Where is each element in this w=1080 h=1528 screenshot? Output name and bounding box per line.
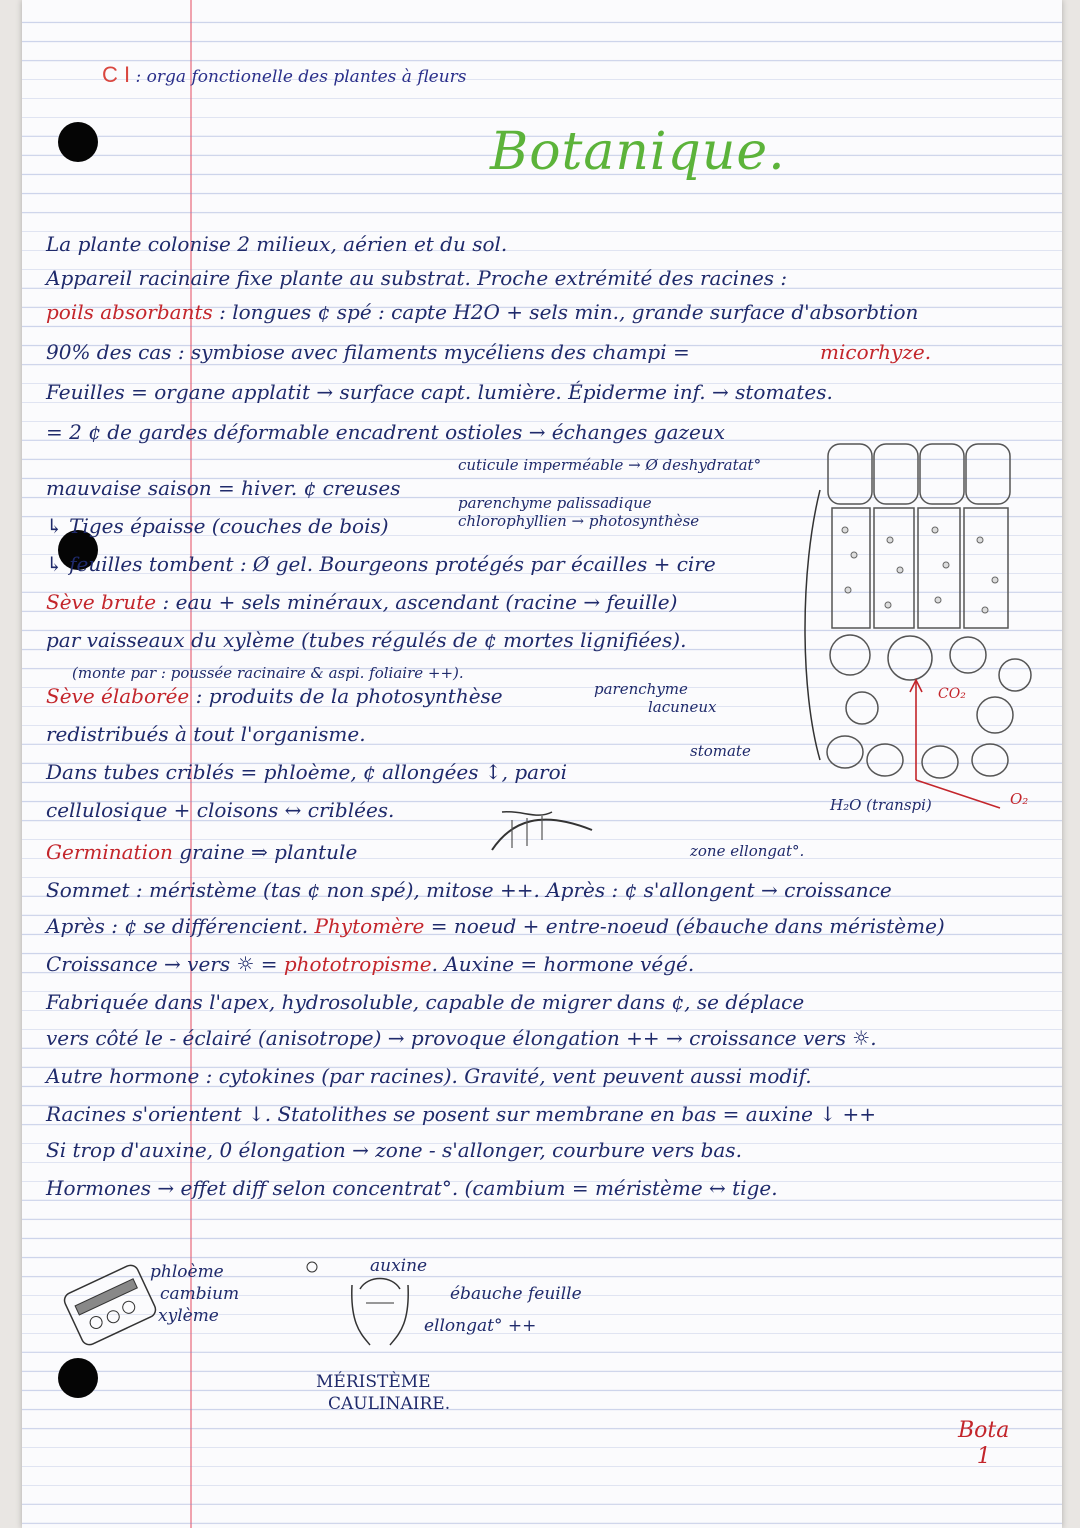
spongy-cells [827, 635, 1031, 778]
meristem-caption-2: CAULINAIRE. [328, 1394, 451, 1414]
note-line [46, 300, 918, 324]
seedling-sketch [482, 800, 602, 860]
page-number-mark [958, 1418, 1009, 1470]
leaf-epidermis-cells [828, 444, 1010, 504]
chapter-title: : orga fonctionelle des plantes à fleurs [135, 67, 467, 87]
palisade-note: parenchyme palissadique [458, 494, 652, 512]
meristem-caption-1: MÉRISTÈME [316, 1372, 431, 1392]
chloroplasts [842, 527, 998, 613]
note-line [46, 476, 401, 500]
note-line [46, 628, 686, 652]
note-text: Croissance → vers ☼ = [46, 952, 284, 976]
note-text: Autre hormone : cytokines (par racines). Gravité, vent peuvent aussi modif. [46, 1064, 812, 1088]
note-text: ↳ feuilles tombent : Ø gel. Bourgeons protégés par écailles + cire [46, 552, 716, 576]
highlighted-term: Sève élaborée [46, 684, 190, 708]
note-text: Feuilles = organe applatit → surface capt. lumière. Épiderme inf. → stomates. [46, 380, 833, 404]
note-text: Appareil racinaire fixe plante au substrat. Proche extrémité des racines : [46, 266, 788, 290]
sun-icon [307, 1262, 317, 1272]
highlighted-term: Sève brute [46, 590, 157, 614]
note-text: : eau + sels minéraux, ascendant (racine → feuille) [156, 590, 678, 614]
note-text: : produits de la photosynthèse [189, 684, 503, 708]
note-line [46, 798, 394, 822]
note-text: Dans tubes criblés = phloème, ¢ allongées ↕, paroi [46, 760, 568, 784]
h2o-label: H₂O (transpi) [830, 796, 932, 814]
lacunose-note-1: parenchyme [594, 680, 688, 698]
note-text: mauvaise saison = hiver. ¢ creuses [46, 476, 401, 500]
note-text: = 2 ¢ de gardes déformable encadrent ostioles → échanges gazeux [46, 420, 726, 444]
note-line [46, 420, 725, 444]
phloem-label: phloème [150, 1262, 224, 1282]
note-line [46, 840, 357, 864]
note-text: Si trop d'auxine, 0 élongation → zone - s'allonger, courbure vers bas. [46, 1138, 742, 1162]
lacunose-note-2: lacuneux [648, 698, 717, 716]
auxin-label: auxine [370, 1256, 428, 1276]
note-line [46, 1138, 742, 1162]
page-mark-number: 1 [976, 1444, 991, 1469]
note-text: Sommet : méristème (tas ¢ non spé), mitose ++. Après : ¢ s'allongent → croissance [46, 878, 892, 902]
highlighted-term: phototropisme [283, 952, 432, 976]
note-text: : longues ¢ spé : capte H2O + sels min., grande surface d'absorbtion [212, 300, 919, 324]
note-text: graine ⇒ plantule [172, 840, 358, 864]
note-line [46, 380, 833, 404]
note-line [46, 590, 677, 614]
mycorhize-term: micorhyze. [820, 340, 932, 364]
chlorophyll-note: chlorophyllien → photosynthèse [458, 512, 700, 530]
highlighted-term: Germination [46, 840, 173, 864]
chapter-code: C I [102, 62, 131, 87]
note-text: vers côté le - éclairé (anisotrope) → provoque élongation ++ → croissance vers ☼. [46, 1026, 877, 1050]
co2-label: CO₂ [938, 686, 966, 702]
note-text: par vaisseaux du xylème (tubes régulés de ¢ mortes lignifiées). [46, 628, 687, 652]
note-text: cellulosique + cloisons ↔ criblées. [46, 798, 395, 822]
note-text: Après : ¢ se différencient. [46, 914, 315, 938]
note-line [46, 340, 690, 364]
note-line [46, 952, 694, 976]
note-text: 90% des cas : symbiose avec filaments mycéliens des champi = [46, 340, 690, 364]
note-text: . Auxine = hormone végé. [431, 952, 695, 976]
note-text: Hormones → effet diff selon concentrat°. (cambium = méristème ↔ tige. [46, 1176, 778, 1200]
note-line [46, 990, 804, 1014]
note-line [46, 1064, 812, 1088]
note-line [46, 514, 389, 538]
o2-label: O₂ [1010, 790, 1029, 808]
highlighted-term: Phytomère [314, 914, 425, 938]
note-line [46, 1026, 877, 1050]
elongation-zone-label: zone ellongat°. [690, 842, 805, 860]
note-text: ↳ Tiges épaisse (couches de bois) [46, 514, 389, 538]
note-text: = noeud + entre-noeud (ébauche dans méristème) [424, 914, 945, 938]
leaf-primordium-label: ébauche feuille [450, 1284, 582, 1304]
stem-section-diagram [60, 1255, 160, 1355]
note-line [46, 266, 787, 290]
stomate-label: stomate [690, 742, 751, 760]
note-line [46, 1176, 778, 1200]
ascent-note: (monte par : poussée racinaire & aspi. foliaire ++). [72, 664, 464, 682]
note-text: Fabriquée dans l'apex, hydrosoluble, capable de migrer dans ¢, se déplace [46, 990, 805, 1014]
note-line [46, 552, 716, 576]
page-title: Botanique. [490, 122, 786, 182]
note-line [46, 722, 366, 746]
layer-brace [805, 490, 820, 760]
note-line [46, 684, 503, 708]
note-text: La plante colonise 2 milieux, aérien et du sol. [46, 232, 508, 256]
chapter-header [102, 62, 467, 88]
note-line [46, 232, 507, 256]
note-text: Racines s'orientent ↓. Statolithes se posent sur membrane en bas = auxine ↓ ++ [46, 1102, 876, 1126]
note-line [46, 878, 892, 902]
note-line [46, 760, 567, 784]
page-mark-subject: Bota [958, 1418, 1010, 1443]
binder-hole [58, 122, 98, 162]
binder-hole [58, 1358, 98, 1398]
note-text: redistribués à tout l'organisme. [46, 722, 366, 746]
xylem-label: xylème [158, 1306, 219, 1326]
note-line [46, 1102, 876, 1126]
highlighted-term: poils absorbants [46, 300, 213, 324]
cambium-label: cambium [160, 1284, 240, 1304]
elongation-label: ellongat° ++ [424, 1316, 537, 1336]
note-line [46, 914, 945, 938]
cuticle-note: cuticule imperméable → Ø deshydratat° [458, 456, 762, 474]
leaf-section-diagram [790, 430, 1040, 830]
